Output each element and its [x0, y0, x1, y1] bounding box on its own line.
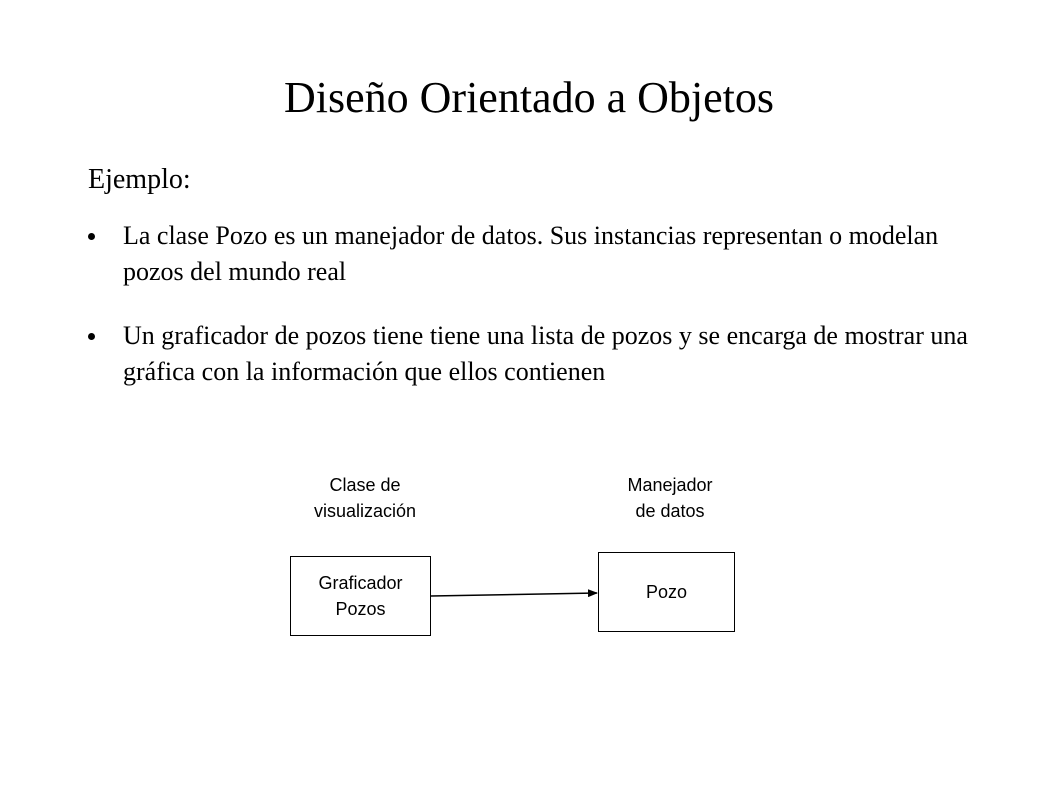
- example-heading: Ejemplo:: [88, 164, 191, 195]
- visualization-class-caption: Clase de visualización: [313, 475, 417, 521]
- bullet-dot-icon: [88, 333, 95, 340]
- pozo-box: Pozo: [598, 552, 735, 632]
- bullet-dot-icon: [88, 233, 95, 240]
- bullet-item: [88, 318, 988, 390]
- slide-title: Diseño Orientado a Objetos: [284, 73, 774, 122]
- data-manager-caption: Manejador de datos: [627, 475, 713, 521]
- bullet-text: Un graficador de pozos tiene tiene una lista de pozos y se encarga de mostrar una gráfica con la información que ellos contienen: [123, 321, 968, 386]
- bullet-text: La clase Pozo es un manejador de datos. Sus instancias representan o modelan pozos del mundo real: [123, 221, 939, 286]
- graficador-pozos-box: Graficador Pozos: [290, 556, 431, 636]
- association-line: [431, 593, 597, 596]
- bullet-item: [88, 218, 988, 290]
- bullet-list: [88, 218, 988, 418]
